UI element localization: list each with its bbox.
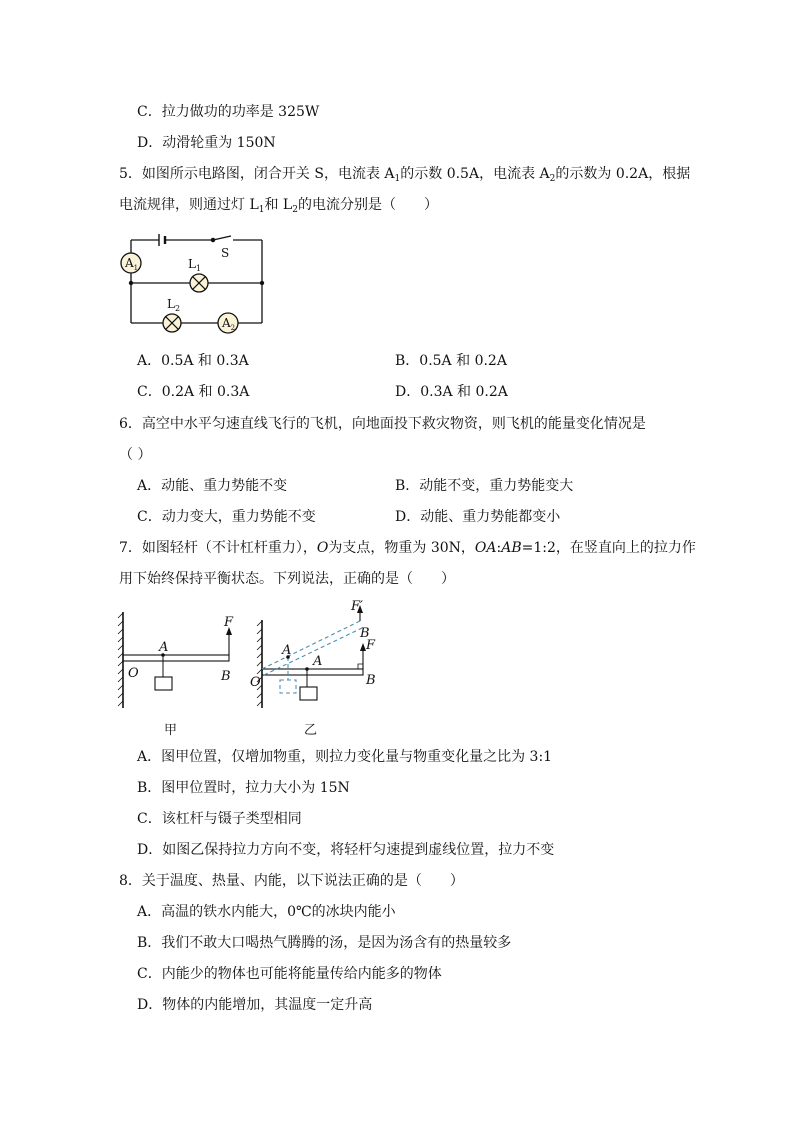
q6-option-a: A．动能、重力势能不变 <box>137 478 288 494</box>
q8-stem: 8．关于温度、热量、内能，以下说法正确的是（ ） <box>119 873 464 889</box>
q8-option-d: D．物体的内能增加，其温度一定升高 <box>137 997 373 1013</box>
q6-stem-line1: 6．高空中水平匀速直线飞行的飞机，向地面投下救灾物资，则飞机的能量变化情况是 <box>119 416 646 432</box>
yi-label-a-upper: A <box>282 643 292 658</box>
lamp-l1-icon <box>190 274 208 292</box>
q7-figure-yi <box>250 598 390 740</box>
yi-label-o: O <box>250 675 261 690</box>
q5-option-a: A．0.5A 和 0.3A <box>137 353 249 369</box>
lamp-l2-icon <box>163 314 181 332</box>
q6-option-c: C．动力变大，重力势能不变 <box>137 509 316 525</box>
q7-option-b: B．图甲位置时，拉力大小为 15N <box>137 780 350 796</box>
q5-option-c: C．0.2A 和 0.3A <box>137 384 250 400</box>
q7-option-c: C．该杠杆与镊子类型相同 <box>137 811 302 827</box>
q6-option-d: D．动能、重力势能都变小 <box>395 509 561 525</box>
yi-label-f-prime: F′ <box>351 599 363 614</box>
q8-option-a: A．高温的铁水内能大，0℃的冰块内能小 <box>137 904 396 920</box>
ammeter-a2-label: $A_2$ <box>222 316 236 332</box>
yi-label-f: F <box>366 638 376 653</box>
yi-label-b-upper: B <box>360 626 370 641</box>
q8-option-b: B．我们不敢大口喝热气腾腾的汤，是因为汤含有的热量较多 <box>137 935 512 951</box>
jia-label-a: A <box>159 640 169 655</box>
yi-label-a-lower: A <box>313 654 323 669</box>
prev-option-d: D．动滑轮重为 150N <box>137 135 276 151</box>
jia-label-f: F <box>224 615 234 630</box>
prev-option-c: C．拉力做功的功率是 325W <box>137 104 320 120</box>
q5-option-b: B．0.5A 和 0.2A <box>395 353 507 369</box>
q7-option-a: A．图甲位置，仅增加物重，则拉力变化量与物重变化量之比为 3:1 <box>137 749 553 765</box>
q8-option-c: C．内能少的物体也可能将能量传给内能多的物体 <box>137 966 442 982</box>
q5-circuit-diagram <box>115 228 275 338</box>
switch-label: S <box>221 246 230 260</box>
q7-option-d: D．如图乙保持拉力方向不变，将轻杆匀速提到虚线位置，拉力不变 <box>137 842 555 858</box>
jia-label-b: B <box>221 669 231 684</box>
jia-label-o: O <box>128 666 139 681</box>
q5-stem-line1: 5．如图所示电路图，闭合开关 S，电流表 $A_1$的示数 0.5A，电流表 $A_2$的示数为 0.2A，根据 <box>119 166 691 184</box>
figure-yi-caption: 乙 <box>304 723 318 738</box>
q6-stem-line2: （ ） <box>119 447 152 463</box>
q7-figure-jia <box>115 610 245 740</box>
ammeter-a1-label: $A_1$ <box>125 256 139 272</box>
yi-label-b-lower: B <box>366 673 376 688</box>
q6-option-b: B．动能不变，重力势能变大 <box>395 478 574 494</box>
lamp-l1-label: $L_1$ <box>188 257 202 273</box>
lamp-l2-label: $L_2$ <box>167 297 181 313</box>
figure-jia-caption: 甲 <box>164 723 178 738</box>
q7-stem-line1: 7．如图轻杆（不计杠杆重力），O为支点，物重为 30N，OA:AB=1:2，在竖直向上的拉力作 <box>119 540 696 556</box>
q5-option-d: D．0.3A 和 0.2A <box>395 384 508 400</box>
q5-stem-line2: 电流规律，则通过灯 $L_1$和 $L_2$的电流分别是（ ） <box>119 197 438 215</box>
q7-stem-line2: 用下始终保持平衡状态。下列说法，正确的是（ ） <box>119 571 455 587</box>
